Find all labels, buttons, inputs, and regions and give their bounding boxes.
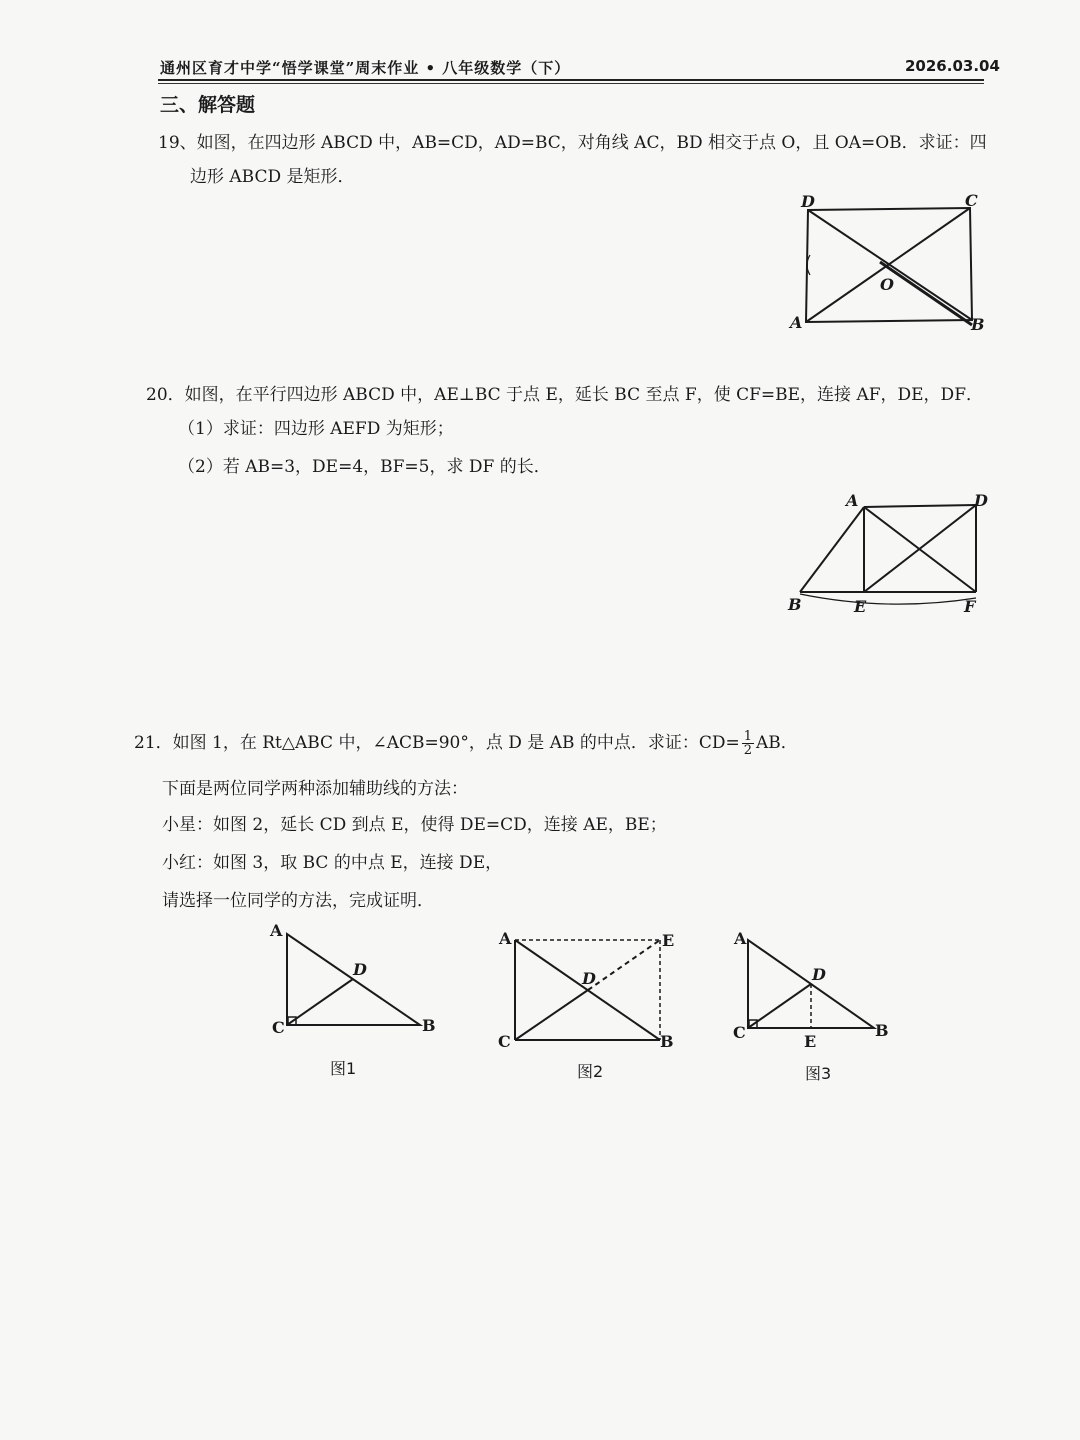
figure-q19 [806,208,972,325]
q19-label-c: C [965,191,978,210]
q21-instruction: 请选择一位同学的方法，完成证明． [162,891,434,911]
fig3-label-c: C [733,1023,746,1042]
caption-fig3: 图3 [805,1064,832,1083]
fraction-numerator: 1 [743,729,753,744]
fig2-cd [515,990,588,1040]
q19-label-b: B [971,315,985,334]
q21-method-xiaoxing: 小星：如图 2，延长 CD 到点 E，使得 DE=CD，连接 AE，BE； [162,815,667,835]
fig3-label-d: D [812,965,826,984]
q19-label-o: O [880,275,894,294]
q20-label-e: E [854,597,867,616]
fig2-label-e: E [662,931,675,950]
figure-q20 [800,505,976,604]
fig3-label-e: E [804,1032,817,1051]
fig2-label-c: C [498,1032,511,1051]
q20-part-2: （2）若 AB=3，DE=4，BF=5，求 DF 的长． [178,457,551,477]
fig1-label-b: B [422,1016,436,1035]
fig3-label-a: A [734,929,747,948]
q20-ad [864,505,976,507]
q21-method-xiaohong: 小红：如图 3，取 BC 的中点 E，连接 DE， [162,853,503,873]
q20-label-b: B [788,595,802,614]
q19-line-2: 边形 ABCD 是矩形． [190,167,355,187]
fig2-label-b: B [660,1032,674,1051]
q19-line-1: 19、如图，在四边形 ABCD 中，AB=CD，AD=BC，对角线 AC，BD 相交于点 O，且 OA=OB．求证：四 [158,133,987,153]
figure-21-2 [515,940,660,1040]
fig1-cd [287,979,353,1025]
fig2-label-a: A [499,929,512,948]
q20-label-a: A [846,491,859,510]
q20-part-1: （1）求证：四边形 AEFD 为矩形； [178,419,454,439]
q20-line-1: 20．如图，在平行四边形 ABCD 中，AE⊥BC 于点 E，延长 BC 至点 F，使 CF=BE，连接 AF，DE，DF． [146,385,983,405]
fig1-label-a: A [270,921,283,940]
section-title: 三、解答题 [160,94,256,116]
header-title: 通州区育才中学“悟学课堂”周末作业 • 八年级数学（下） [160,59,571,77]
fig2-de [588,940,660,990]
fig2-label-d: D [582,969,596,988]
fig1-label-d: D [353,960,367,979]
q20-label-f: F [964,597,976,616]
q19-label-d: D [801,192,815,211]
header-date: 2026.03.04 [905,57,1000,75]
q20-ab [800,507,864,592]
q21-line-2: 下面是两位同学两种添加辅助线的方法： [162,779,468,799]
caption-fig1: 图1 [330,1059,357,1078]
caption-fig2: 图2 [577,1062,604,1081]
q19-label-a: A [790,313,803,332]
q20-brace [800,594,976,604]
q20-label-d: D [974,491,988,510]
fig3-label-b: B [875,1021,889,1040]
fraction-denominator: 2 [743,743,753,758]
fig1-label-c: C [272,1018,285,1037]
figure-21-1 [287,934,420,1025]
q21-line-1-tail: AB． [756,733,798,753]
q21-line-1-text: 21．如图 1，在 Rt△ABC 中，∠ACB=90°，点 D 是 AB 的中点．求证：CD= [134,733,740,753]
figure-21-3 [748,940,874,1028]
